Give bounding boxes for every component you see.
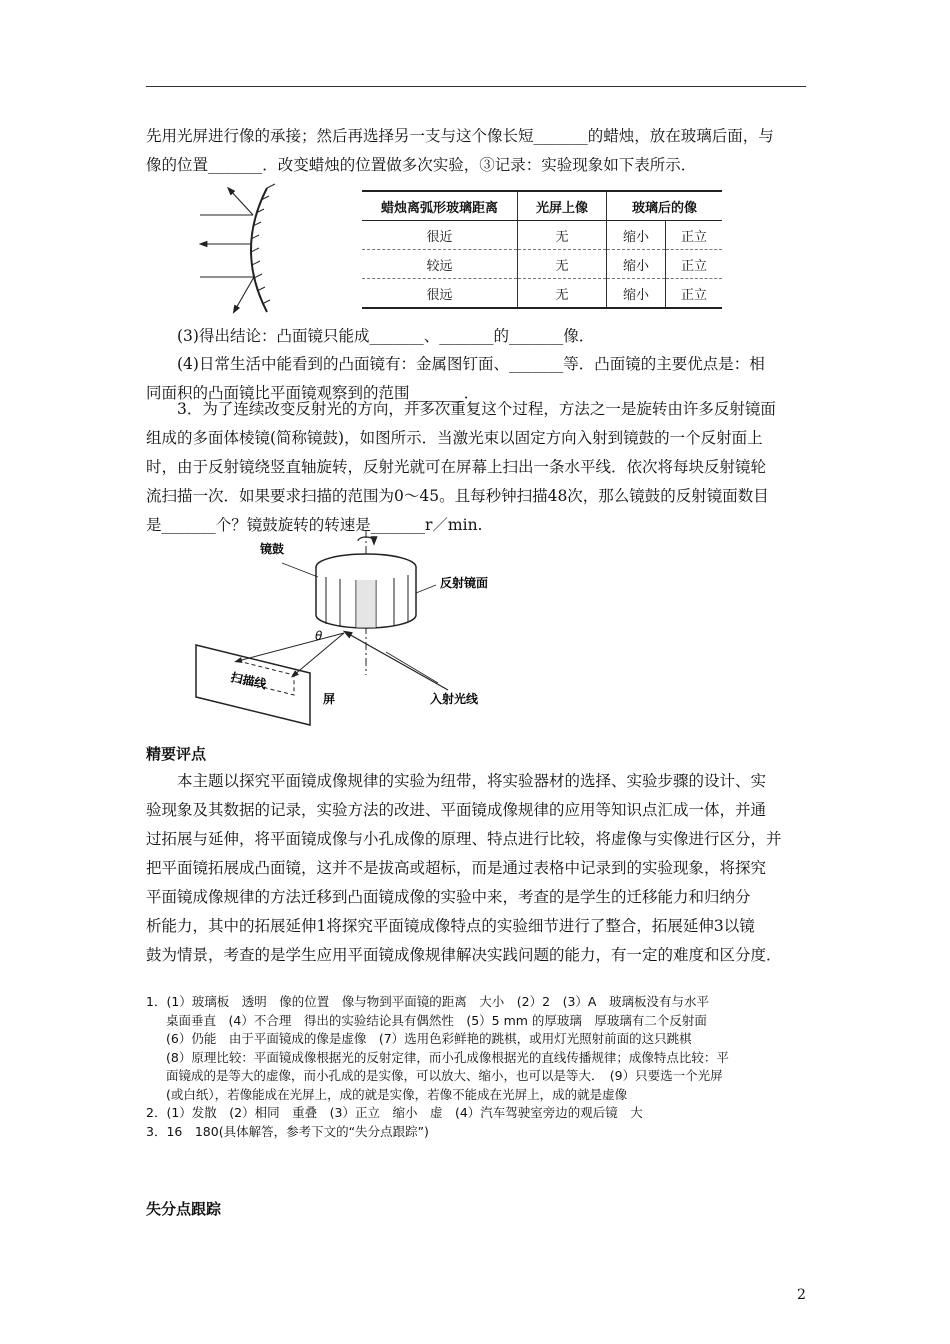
- header-rule: [146, 86, 806, 87]
- review-heading: 精要评点: [146, 745, 207, 763]
- table-header: 蜡烛离弧形玻璃距离: [362, 191, 518, 221]
- table-cell: 无: [518, 250, 607, 279]
- mirror-drum-diagram: [190, 525, 520, 740]
- page-number: 2: [797, 1287, 806, 1303]
- table-cell: 缩小: [607, 279, 666, 309]
- answer-line: 1．(1）玻璃板 透明 像的位置 像与物到平面镜的距离 大小 (2）2 (3）A 玻璃板没有与水平: [146, 994, 709, 1009]
- table-header: 光屏上像: [518, 191, 607, 221]
- table-cell: 无: [518, 221, 607, 250]
- table-row: [362, 279, 722, 309]
- review-paragraph: [146, 767, 810, 970]
- table-cell: 正立: [666, 221, 723, 250]
- theta-label: θ: [315, 629, 323, 643]
- table-row: [362, 221, 722, 250]
- incident-label: 入射光线: [430, 692, 479, 706]
- text-line: 验现象及其数据的记录，实验方法的改进、平面镜成像规律的应用等知识点汇成一体，并通: [146, 801, 767, 819]
- text-line: 同面积的凸面镜比平面镜观察到的范围_______．: [146, 384, 480, 402]
- ray-line: [230, 190, 253, 215]
- text-line: 流扫描一次．如果要求扫描的范围为0～45。且每秒钟扫描48次，那么镜鼓的反射镜面数目: [146, 487, 769, 505]
- table-header: 玻璃后的像: [607, 191, 723, 221]
- text-line: (4)日常生活中能看到的凸面镜有：金属图钉面、_______等．凸面镜的主要优点是：相: [177, 355, 765, 373]
- scanline-label: 扫描线: [229, 670, 268, 692]
- table-cell: 较远: [362, 250, 518, 279]
- answer-line: (或白纸），若像能成在光屏上，成的就是实像，若像不能成在光屏上，成的就是虚像: [166, 1086, 628, 1102]
- text-line: (3)得出结论：凸面镜只能成_______、_______的_______像．: [177, 327, 595, 345]
- reflecting-face: [356, 580, 376, 628]
- answer-line: 2．(1）发散 (2）相同 重叠 (3）正立 缩小 虚 (4）汽车驾驶室旁边的观后镜 大: [146, 1105, 643, 1120]
- convex-mirror-arc: [251, 188, 267, 312]
- table-header-row: [362, 191, 722, 221]
- question-3: [146, 395, 810, 540]
- text-line: 鼓为情景，考查的是学生应用平面镜成像规律解决实践问题的能力，有一定的难度和区分度．: [146, 946, 782, 964]
- answer-line: (8）原理比较：平面镜成像根据光的反射定律，而小孔成像根据光的直线传播规律；成像特点比较：平: [166, 1049, 729, 1065]
- conclusion-paragraph: [146, 322, 810, 351]
- text-line: 过拓展与延伸，将平面镜成像与小孔成像的原理、特点进行比较，将虚像与实像进行区分，并: [146, 830, 782, 848]
- text-line: 平面镜成像规律的方法迁移到凸面镜成像的实验中来，考查的是学生的迁移能力和归纳分: [146, 888, 751, 906]
- text-line: 像的位置_______．改变蜡烛的位置做多次实验，③记录：实验现象如下表所示．: [146, 156, 697, 174]
- label-leader: [386, 652, 438, 683]
- experiment-table: [362, 190, 722, 309]
- text-line: 把平面镜拓展成凸面镜，这并不是拔高或超标，而是通过表格中记录到的实验现象，将探究: [146, 859, 767, 877]
- convex-mirror-diagram: [195, 180, 305, 320]
- answer-line: 桌面垂直 (4）不合理 得出的实验结论具有偶然性 (5）5 mm 的厚玻璃 厚玻璃有二个反射面: [166, 1012, 707, 1028]
- screen-label: 屏: [323, 692, 336, 706]
- answer-line: 面镜成的是等大的虚像，而小孔成的是实像，可以放大、缩小，也可以是等大． (9）只要选一个光屏: [166, 1068, 723, 1083]
- table-cell: 缩小: [607, 221, 666, 250]
- intro-paragraph: [146, 122, 810, 180]
- answer-key: [146, 993, 806, 1141]
- text-line: 先用光屏进行像的承接；然后再选择另一支与这个像长短_______的蜡烛，放在玻璃后面，与: [146, 127, 774, 145]
- table-cell: 很近: [362, 221, 518, 250]
- text-line: 时，由于反射镜绕竖直轴旋转，反射光就可在屏幕上扫出一条水平线．依次将每块反射镜轮: [146, 458, 767, 476]
- tracking-heading: 失分点跟踪: [146, 1200, 222, 1218]
- text-line: 3．为了连续改变反射光的方向，并多次重复这个过程，方法之一是旋转由许多反射镜面: [177, 400, 776, 418]
- rotation-arrow-icon: [358, 537, 374, 541]
- text-line: 本主题以探究平面镜成像规律的实验为纽带，将实验器材的选择、实验步骤的设计、实: [177, 772, 767, 790]
- answer-line: 3．16 180(具体解答，参考下文的“失分点跟踪”): [146, 1123, 429, 1139]
- text-line: 是_______个？镜鼓旋转的转速是_______r／min.: [146, 516, 483, 534]
- incident-ray: [347, 633, 448, 690]
- text-line: 析能力，其中的拓展延伸1将探究平面镜成像特点的实验细节进行了整合，拓展延伸3以镜: [146, 917, 755, 935]
- table-cell: 缩小: [607, 250, 666, 279]
- table-row: [362, 250, 722, 279]
- answer-line: (6）仍能 由于平面镜成的像是虚像 (7）选用色彩鲜艳的跳棋，或用灯光照射前面的这只跳棋: [166, 1031, 692, 1046]
- table-cell: 正立: [666, 250, 723, 279]
- ray-line: [235, 277, 254, 310]
- table-cell: 无: [518, 279, 607, 309]
- text-line: 组成的多面体棱镜(简称镜鼓)，如图所示．当激光束以固定方向入射到镜鼓的一个反射面上: [146, 429, 763, 447]
- drum-label: 镜鼓: [260, 542, 285, 556]
- table-cell: 正立: [666, 279, 723, 309]
- mirror-label: 反射镜面: [440, 576, 489, 590]
- label-leader: [282, 563, 318, 577]
- label-leader: [416, 585, 436, 593]
- table-cell: 很远: [362, 279, 518, 309]
